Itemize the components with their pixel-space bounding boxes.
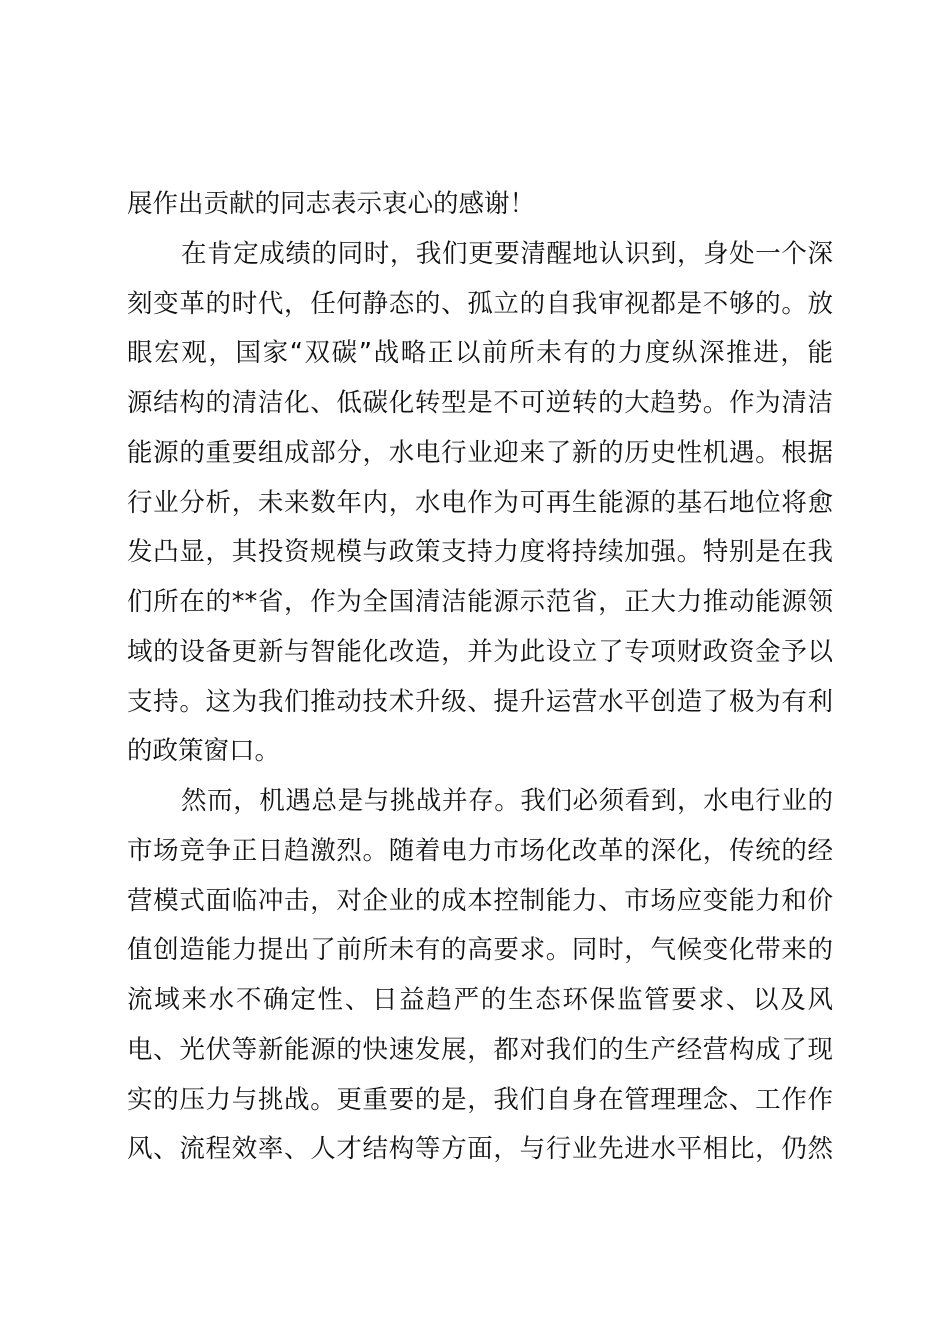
paragraph [127,180,833,230]
text-line: 在肯定成绩的同时，我们更要清醒地认识到，身处一个深 [181,238,833,269]
text-line: 然而，机遇总是与挑战并存。我们必须看到，水电行业的 [181,786,833,816]
text-line: 刻变革的时代，任何静态的、孤立的自我审视都是不够的。放 [127,288,833,319]
text-line: 风、流程效率、人才结构等方面，与行业先进水平相比，仍然 [127,1134,833,1165]
text-line: 域的设备更新与智能化改造，并为此设立了专项财政资金予以 [127,636,833,667]
paragraph [127,230,833,777]
text-line: 值创造能力提出了前所未有的高要求。同时，气候变化带来的 [127,935,833,966]
text-line: 实的压力与挑战。更重要的是，我们自身在管理理念、工作作 [127,1084,833,1115]
text-line: 行业分析，未来数年内，水电作为可再生能源的基石地位将愈 [127,487,833,518]
document-page [127,180,833,1175]
text-line: 电、光伏等新能源的快速发展，都对我们的生产经营构成了现 [127,1034,833,1065]
text-line: 展作出贡献的同志表示衷心的感谢！ [127,189,536,219]
text-line: 流域来水不确定性、日益趋严的生态环保监管要求、以及风 [127,985,833,1015]
text-line: 营模式面临冲击，对企业的成本控制能力、市场应变能力和价 [127,885,833,916]
text-line: 支持。这为我们推动技术升级、提升运营水平创造了极为有利 [127,686,833,717]
text-line: 发凸显，其投资规模与政策支持力度将持续加强。特别是在我 [127,537,833,568]
text-line: 能源的重要组成部分，水电行业迎来了新的历史性机遇。根据 [127,437,833,468]
text-line: 市场竞争正日趋激烈。随着电力市场化改革的深化，传统的经 [127,835,833,866]
text-line: 们所在的**省，作为全国清洁能源示范省，正大力推动能源领 [127,587,833,617]
text-line: 眼宏观，国家“双碳”战略正以前所未有的力度纵深推进，能 [127,338,833,369]
text-line: 源结构的清洁化、低碳化转型是不可逆转的大趋势。作为清洁 [127,388,833,418]
text-line: 的政策窗口。 [127,736,281,767]
paragraph [127,777,833,1175]
